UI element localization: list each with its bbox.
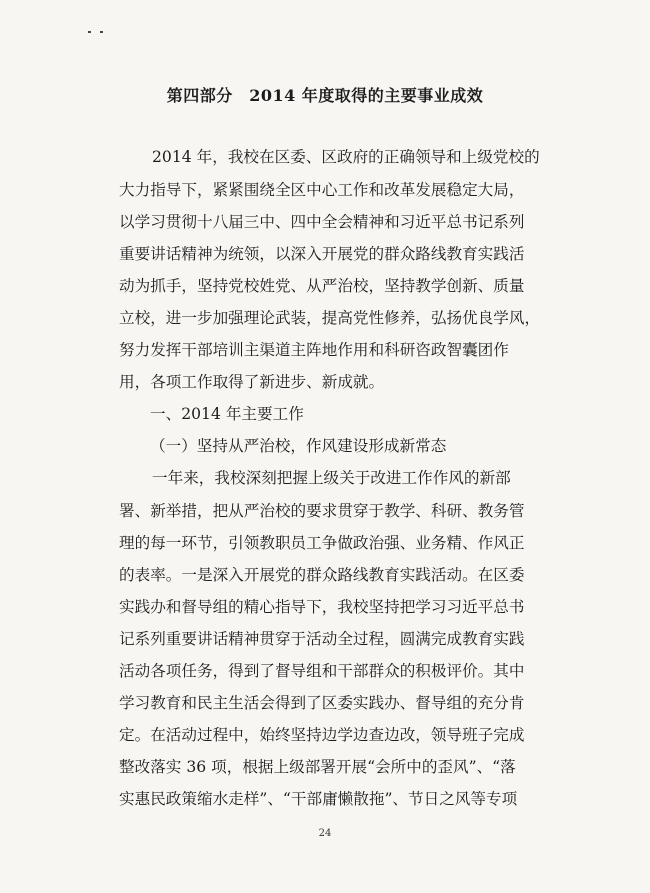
section-title: 第四部分 2014 年度取得的主要事业成效	[166, 86, 484, 105]
body-line: 的表率。一是深入开展党的群众路线教育实践活动。在区委	[119, 566, 525, 584]
subsection-heading: （一）坚持从严治校，作风建设形成新常态	[150, 437, 447, 455]
body-line: 整改落实 36 项，根据上级部署开展“会所中的歪风”、“落	[119, 758, 516, 776]
body-line: 一年来，我校深刻把握上级关于改进工作作风的新部	[152, 469, 511, 487]
body-line: 动为抓手，坚持党校姓党、从严治校，坚持教学创新、质量	[119, 277, 525, 295]
body-line: 2014 年，我校在区委、区政府的正确领导和上级党校的	[152, 148, 540, 166]
body-line: 定。在活动过程中，始终坚持边学边查边改，领导班子完成	[119, 726, 525, 744]
body-line: 立校，进一步加强理论武装，提高党性修养，弘扬优良学风，	[119, 309, 541, 327]
section-heading: 一、2014 年主要工作	[150, 405, 304, 423]
body-line: 活动各项任务，得到了督导组和干部群众的积极评价。其中	[119, 662, 525, 680]
page-number: 24	[318, 828, 332, 839]
body-line: 记系列重要讲话精神贯穿于活动全过程，圆满完成教育实践	[119, 630, 525, 648]
body-line: 以学习贯彻十八届三中、四中全会精神和习近平总书记系列	[119, 213, 525, 231]
body-line: 重要讲话精神为统领，以深入开展党的群众路线教育实践活	[119, 245, 525, 263]
scan-mark	[100, 31, 103, 33]
body-line: 实践办和督导组的精心指导下，我校坚持把学习习近平总书	[119, 598, 525, 616]
body-line: 理的每一环节，引领教职员工争做政治强、业务精、作风正	[119, 534, 525, 552]
body-line: 学习教育和民主生活会得到了区委实践办、督导组的充分肯	[119, 694, 525, 712]
body-line: 大力指导下，紧紧围绕全区中心工作和改革发展稳定大局，	[119, 181, 525, 199]
body-line: 用，各项工作取得了新进步、新成就。	[119, 373, 385, 391]
body-line: 署、新举措，把从严治校的要求贯穿于教学、科研、教务管	[119, 502, 525, 520]
body-line: 努力发挥干部培训主渠道主阵地作用和科研咨政智囊团作	[119, 341, 509, 359]
scan-mark	[88, 31, 91, 33]
body-line: 实惠民政策缩水走样”、“干部庸懒散拖”、节日之风等专项	[119, 790, 518, 808]
